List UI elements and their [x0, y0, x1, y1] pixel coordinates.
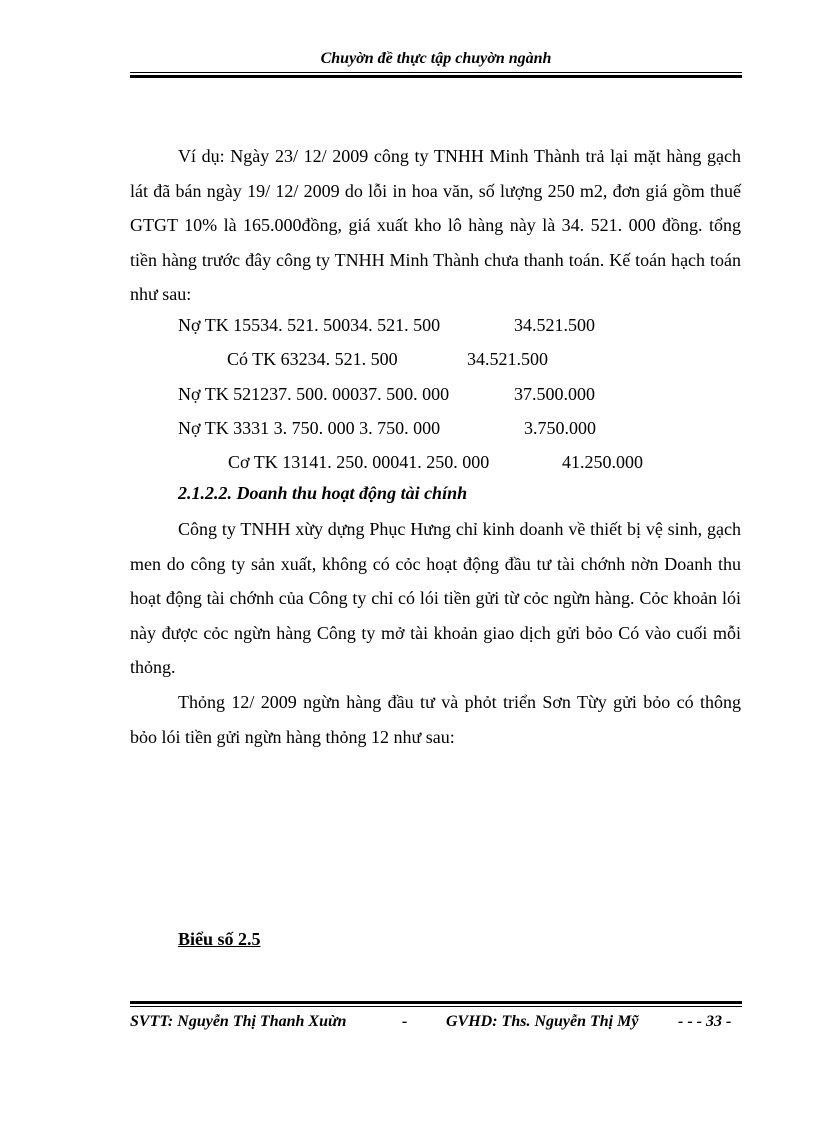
entry-amount: 37.500.000: [514, 384, 595, 404]
section-paragraph: Công ty TNHH xừy dựng Phục Hưng chỉ kinh doanh về thiết bị vệ sinh, gạch men do công ty sản xuất, không có cỏc hoạt động đầu tư tài chớnh nờn Doanh thu hoạt động tài chớnh của Công ty chỉ có lói tiền gửi từ cỏc ngừn hàng. Cỏc khoản lói này được cỏc ngừn hàng Công ty mở tài khoản giao dịch gửi bỏo Có vào cuối mỗi thỏng.: [130, 519, 741, 677]
footer-separator: -: [402, 1013, 408, 1030]
footer-rule-thick: [130, 1001, 742, 1004]
footer-student: SVTT: Nguyễn Thị Thanh Xuừn: [130, 1013, 347, 1030]
entry-amount: 34.521.500: [514, 315, 595, 335]
entry-account: Nợ TK 15534. 521. 50034. 521. 500: [178, 315, 441, 335]
footer-rule-thin: [130, 1006, 742, 1007]
entry-amount: 3.750.000: [524, 418, 596, 438]
entry-amount: 34.521.500: [467, 349, 548, 369]
entry-account: Cơ TK 13141. 250. 00041. 250. 000: [228, 452, 490, 472]
header-rule-thick: [130, 75, 742, 78]
footer-page-number: - - - 33 -: [678, 1013, 732, 1030]
entry-account: Nợ TK 521237. 500. 00037. 500. 000: [178, 384, 450, 404]
section-heading: 2.1.2.2. Doanh thu hoạt động tài chính: [178, 483, 468, 503]
figure-label: Biểu số 2.5: [178, 929, 261, 949]
section-paragraph: Thỏng 12/ 2009 ngừn hàng đầu tư và phỏt triển Sơn Từy gửi bỏo có thông bỏo lói tiền gửi ngừn hàng thỏng 12 như sau:: [130, 692, 741, 747]
entry-account: Có TK 63234. 521. 500: [227, 349, 398, 369]
header-rule-thin: [130, 72, 742, 73]
entry-amount: 41.250.000: [562, 452, 643, 472]
header-title: Chuyờn đề thực tập chuyờn ngành: [320, 50, 552, 67]
entry-account: Nợ TK 3331 3. 750. 000 3. 750. 000: [178, 418, 441, 438]
example-paragraph: Ví dụ: Ngày 23/ 12/ 2009 công ty TNHH Minh Thành trả lại mặt hàng gạch lát đã bán ngày 19/ 12/ 2009 do lỗi in hoa văn, số lượng 250 m2, đơn giá gồm thuế GTGT 10% là 165.000đồng, giá xuất kho lô hàng này là 34. 521. 000 đồng. tổng tiền hàng trước đây công ty TNHH Minh Thành chưa thanh toán. Kế toán hạch toán như sau:: [130, 146, 741, 304]
footer-advisor: GVHD: Ths. Nguyễn Thị Mỹ: [446, 1013, 639, 1030]
